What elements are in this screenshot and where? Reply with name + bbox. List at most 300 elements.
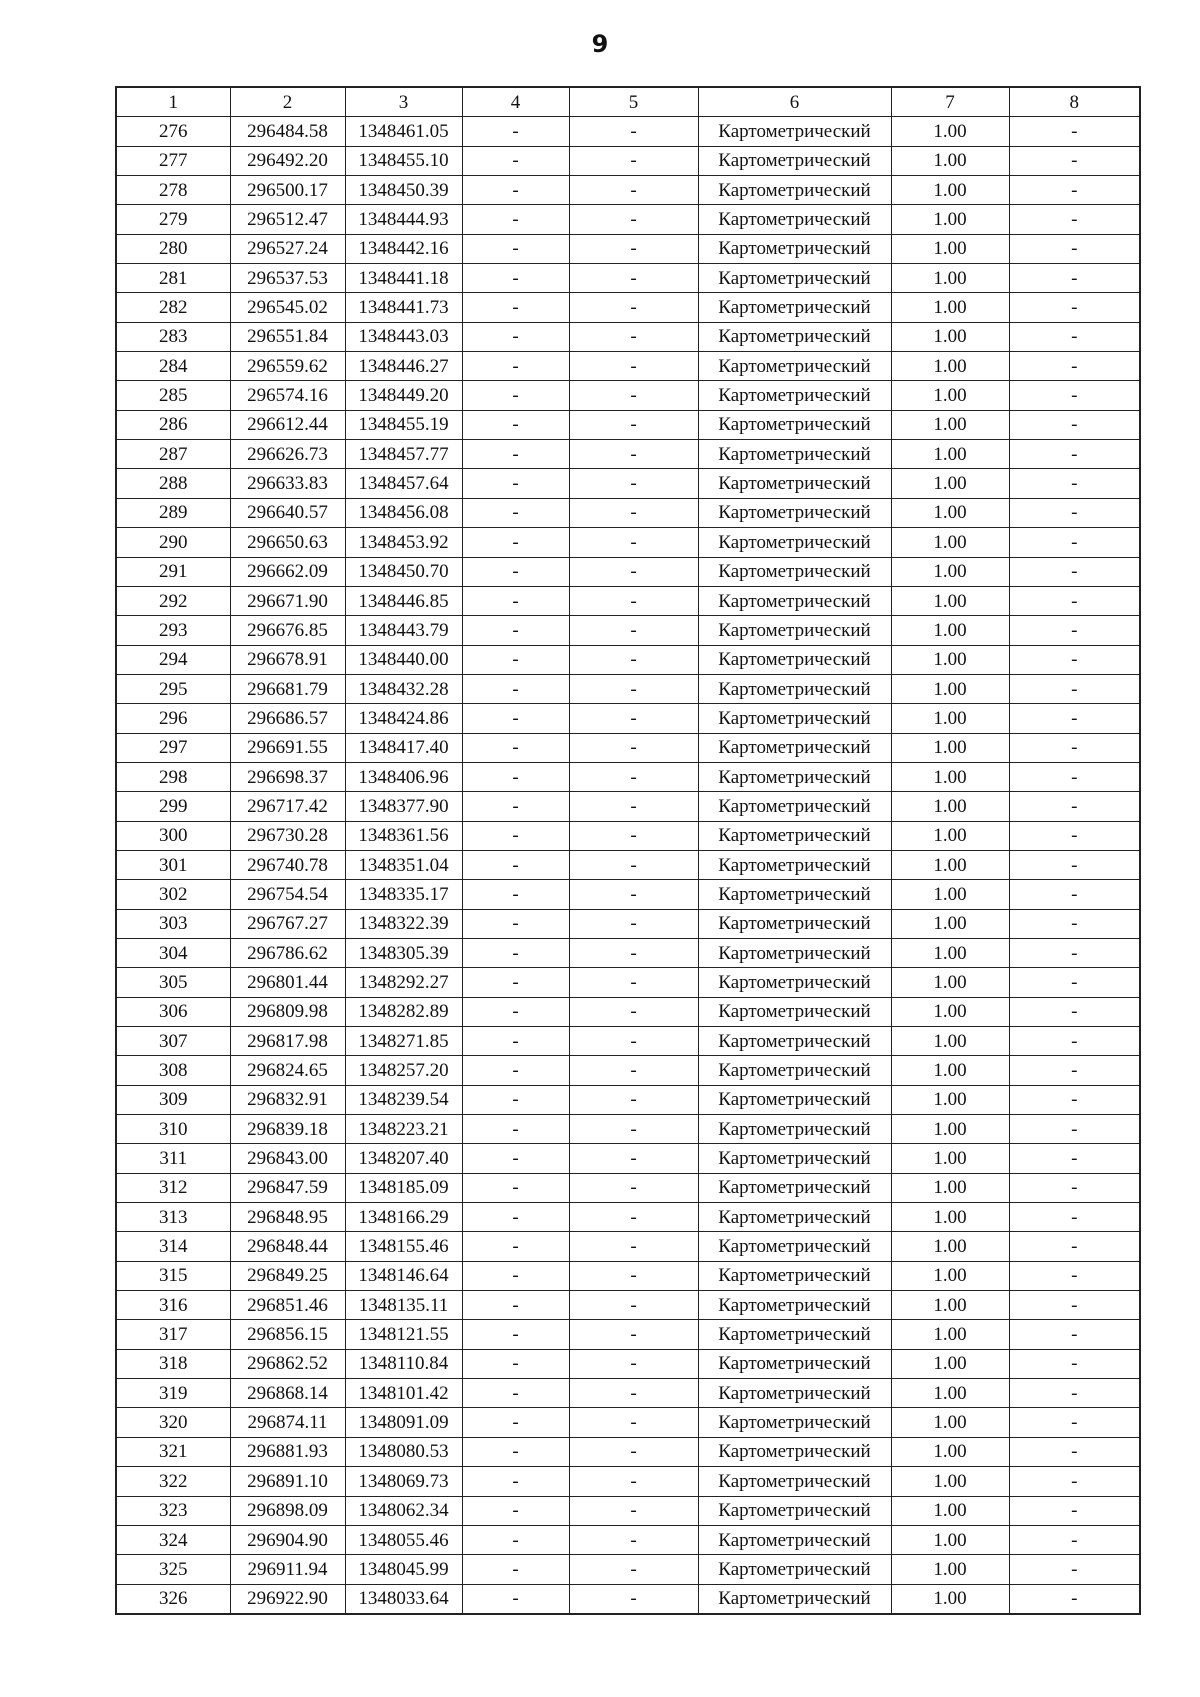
table-cell: 289 [116, 498, 230, 527]
table-cell: 283 [116, 322, 230, 351]
table-cell: - [462, 938, 569, 967]
table-cell: - [569, 1496, 698, 1525]
table-cell: 1348155.46 [345, 1232, 462, 1261]
table-cell: 296545.02 [230, 293, 345, 322]
table-cell: 302 [116, 880, 230, 909]
table-row [116, 410, 1140, 439]
table-cell: 1.00 [891, 1144, 1009, 1173]
table-cell: 1.00 [891, 645, 1009, 674]
table-cell: - [569, 1555, 698, 1584]
table-cell: - [1009, 909, 1140, 938]
table-cell: 1348443.79 [345, 616, 462, 645]
table-cell: - [462, 557, 569, 586]
table-row [116, 381, 1140, 410]
table-cell: - [1009, 616, 1140, 645]
table-cell: - [1009, 1144, 1140, 1173]
table-cell: - [1009, 968, 1140, 997]
table-cell: 315 [116, 1261, 230, 1290]
table-cell: 1.00 [891, 146, 1009, 175]
table-cell: 296559.62 [230, 352, 345, 381]
table-row [116, 1027, 1140, 1056]
table-cell: - [569, 293, 698, 322]
table-cell: - [569, 733, 698, 762]
table-cell: 294 [116, 645, 230, 674]
table-cell: 296848.44 [230, 1232, 345, 1261]
table-cell: - [1009, 762, 1140, 791]
table-cell: 296681.79 [230, 674, 345, 703]
table-row [116, 1173, 1140, 1202]
table-cell: 1348305.39 [345, 938, 462, 967]
table-cell: 1.00 [891, 1349, 1009, 1378]
table-cell: 296 [116, 704, 230, 733]
table-row [116, 968, 1140, 997]
table-cell: 1348417.40 [345, 733, 462, 762]
table-cell: 296891.10 [230, 1467, 345, 1496]
table-cell: 296612.44 [230, 410, 345, 439]
table-row [116, 938, 1140, 967]
table-cell: Картометрический [698, 293, 891, 322]
table-cell: Картометрический [698, 616, 891, 645]
table-cell: - [569, 1232, 698, 1261]
table-cell: 298 [116, 762, 230, 791]
table-cell: - [569, 674, 698, 703]
table-cell: - [1009, 322, 1140, 351]
table-cell: 278 [116, 176, 230, 205]
table-cell: - [462, 117, 569, 146]
table-cell: Картометрический [698, 1144, 891, 1173]
table-cell: - [1009, 938, 1140, 967]
table-cell: 296678.91 [230, 645, 345, 674]
table-cell: - [569, 528, 698, 557]
table-cell: 1.00 [891, 469, 1009, 498]
table-cell: 296839.18 [230, 1115, 345, 1144]
table-cell: Картометрический [698, 704, 891, 733]
table-cell: 296671.90 [230, 586, 345, 615]
table-cell: 296698.37 [230, 762, 345, 791]
table-row [116, 909, 1140, 938]
table-cell: 286 [116, 410, 230, 439]
table-cell: Картометрический [698, 968, 891, 997]
table-cell: 296809.98 [230, 997, 345, 1026]
table-row [116, 352, 1140, 381]
table-cell: - [569, 322, 698, 351]
table-cell: Картометрический [698, 821, 891, 850]
table-cell: 1348455.10 [345, 146, 462, 175]
table-cell: - [569, 1408, 698, 1437]
table-cell: 296551.84 [230, 322, 345, 351]
table-cell: Картометрический [698, 469, 891, 498]
table-row [116, 762, 1140, 791]
table-cell: 1348271.85 [345, 1027, 462, 1056]
table-row [116, 645, 1140, 674]
table-cell: 1.00 [891, 1437, 1009, 1466]
table-cell: 1.00 [891, 293, 1009, 322]
table-cell: 296911.94 [230, 1555, 345, 1584]
table-cell: - [569, 1379, 698, 1408]
table-cell: 1.00 [891, 1261, 1009, 1290]
table-cell: 296500.17 [230, 176, 345, 205]
table-cell: 296691.55 [230, 733, 345, 762]
table-cell: - [1009, 821, 1140, 850]
table-row [116, 1349, 1140, 1378]
table-cell: 1.00 [891, 968, 1009, 997]
table-cell: - [1009, 205, 1140, 234]
table-cell: 1348223.21 [345, 1115, 462, 1144]
table-cell: - [569, 1173, 698, 1202]
table-cell: 295 [116, 674, 230, 703]
table-cell: 1348442.16 [345, 234, 462, 263]
table-row [116, 1437, 1140, 1466]
table-cell: 1348444.93 [345, 205, 462, 234]
table-cell: - [462, 792, 569, 821]
table-cell: 1.00 [891, 616, 1009, 645]
table-cell: 1348322.39 [345, 909, 462, 938]
table-cell: - [1009, 1115, 1140, 1144]
table-cell: - [569, 1115, 698, 1144]
table-cell: - [569, 1027, 698, 1056]
table-cell: 1348440.00 [345, 645, 462, 674]
table-cell: 1348033.64 [345, 1584, 462, 1614]
table-cell: 280 [116, 234, 230, 263]
table-cell: Картометрический [698, 909, 891, 938]
table-cell: 1348110.84 [345, 1349, 462, 1378]
table-cell: Картометрический [698, 1291, 891, 1320]
table-cell: 296754.54 [230, 880, 345, 909]
table-row [116, 1085, 1140, 1114]
table-cell: 1348361.56 [345, 821, 462, 850]
table-cell: - [462, 264, 569, 293]
table-cell: Картометрический [698, 264, 891, 293]
table-cell: Картометрический [698, 1349, 891, 1378]
table-cell: 1.00 [891, 792, 1009, 821]
table-cell: 288 [116, 469, 230, 498]
column-header: 8 [1009, 87, 1140, 117]
table-cell: 276 [116, 117, 230, 146]
table-cell: - [462, 234, 569, 263]
table-cell: 1.00 [891, 938, 1009, 967]
table-cell: - [1009, 557, 1140, 586]
table-cell: Картометрический [698, 938, 891, 967]
table-cell: Картометрический [698, 1379, 891, 1408]
table-cell: Картометрический [698, 1203, 891, 1232]
table-cell: 1.00 [891, 528, 1009, 557]
table-cell: - [569, 1291, 698, 1320]
table-cell: - [1009, 528, 1140, 557]
table-cell: - [462, 1085, 569, 1114]
table-row [116, 1232, 1140, 1261]
table-cell: 296527.24 [230, 234, 345, 263]
table-cell: 322 [116, 1467, 230, 1496]
table-row [116, 880, 1140, 909]
table-cell: - [1009, 498, 1140, 527]
table-cell: 1.00 [891, 1173, 1009, 1202]
table-cell: - [1009, 410, 1140, 439]
table-cell: 296843.00 [230, 1144, 345, 1173]
table-cell: 1.00 [891, 880, 1009, 909]
table-cell: 316 [116, 1291, 230, 1320]
table-cell: 314 [116, 1232, 230, 1261]
header-row [116, 87, 1140, 117]
table-cell: 296848.95 [230, 1203, 345, 1232]
table-cell: 291 [116, 557, 230, 586]
table-cell: 296874.11 [230, 1408, 345, 1437]
table-cell: - [569, 997, 698, 1026]
table-cell: 1348446.27 [345, 352, 462, 381]
table-cell: - [1009, 1173, 1140, 1202]
table-cell: Картометрический [698, 880, 891, 909]
table-cell: 1348282.89 [345, 997, 462, 1026]
table-cell: Картометрический [698, 1467, 891, 1496]
table-row [116, 1144, 1140, 1173]
column-header: 3 [345, 87, 462, 117]
table-cell: - [462, 968, 569, 997]
table-cell: Картометрический [698, 1027, 891, 1056]
table-cell: Картометрический [698, 1584, 891, 1614]
table-cell: 1348121.55 [345, 1320, 462, 1349]
table-row [116, 205, 1140, 234]
table-cell: 1348080.53 [345, 1437, 462, 1466]
table-cell: - [569, 469, 698, 498]
table-cell: 296898.09 [230, 1496, 345, 1525]
table-cell: 324 [116, 1525, 230, 1554]
table-cell: 296922.90 [230, 1584, 345, 1614]
table-row [116, 616, 1140, 645]
table-cell: 323 [116, 1496, 230, 1525]
table-cell: - [569, 440, 698, 469]
table-cell: Картометрический [698, 410, 891, 439]
table-cell: - [1009, 469, 1140, 498]
table-cell: 308 [116, 1056, 230, 1085]
table-row [116, 117, 1140, 146]
table-cell: 1.00 [891, 733, 1009, 762]
table-cell: 296633.83 [230, 469, 345, 498]
table-cell: - [569, 938, 698, 967]
table-row [116, 293, 1140, 322]
table-cell: 1.00 [891, 264, 1009, 293]
column-header: 4 [462, 87, 569, 117]
table-cell: - [462, 498, 569, 527]
table-cell: 1348406.96 [345, 762, 462, 791]
table-cell: - [462, 1349, 569, 1378]
table-cell: - [569, 880, 698, 909]
table-cell: 1.00 [891, 909, 1009, 938]
table-cell: 318 [116, 1349, 230, 1378]
table-cell: - [462, 850, 569, 879]
table-cell: - [462, 733, 569, 762]
table-cell: 296881.93 [230, 1437, 345, 1466]
table-cell: Картометрический [698, 381, 891, 410]
table-cell: - [1009, 1555, 1140, 1584]
table-cell: - [1009, 1261, 1140, 1290]
table-cell: - [462, 1320, 569, 1349]
table-cell: 296676.85 [230, 616, 345, 645]
table-cell: 1.00 [891, 1056, 1009, 1085]
table-cell: 1.00 [891, 1555, 1009, 1584]
table-cell: - [569, 1467, 698, 1496]
table-cell: - [462, 880, 569, 909]
table-row [116, 1408, 1140, 1437]
column-header: 5 [569, 87, 698, 117]
table-cell: - [1009, 1467, 1140, 1496]
table-cell: - [462, 1379, 569, 1408]
table-cell: - [1009, 1408, 1140, 1437]
table-cell: Картометрический [698, 1056, 891, 1085]
table-cell: - [462, 1408, 569, 1437]
table-cell: - [1009, 1027, 1140, 1056]
table-cell: - [1009, 586, 1140, 615]
table-cell: 1348351.04 [345, 850, 462, 879]
table-row [116, 176, 1140, 205]
table-cell: 325 [116, 1555, 230, 1584]
coordinates-table [115, 86, 1141, 1615]
table-cell: 1348453.92 [345, 528, 462, 557]
table-cell: - [1009, 381, 1140, 410]
table-cell: - [569, 968, 698, 997]
table-cell: 1.00 [891, 557, 1009, 586]
table-cell: - [1009, 792, 1140, 821]
table-cell: 1.00 [891, 498, 1009, 527]
table-cell: 296801.44 [230, 968, 345, 997]
table-cell: 1348101.42 [345, 1379, 462, 1408]
table-cell: 1348449.20 [345, 381, 462, 410]
table-cell: 293 [116, 616, 230, 645]
table-cell: - [569, 381, 698, 410]
table-cell: 1348455.19 [345, 410, 462, 439]
table-cell: - [1009, 440, 1140, 469]
table-cell: - [1009, 1584, 1140, 1614]
table-cell: Картометрический [698, 352, 891, 381]
table-cell: Картометрический [698, 1555, 891, 1584]
table-cell: - [462, 469, 569, 498]
table-cell: 296574.16 [230, 381, 345, 410]
table-cell: 1.00 [891, 1027, 1009, 1056]
table-cell: - [1009, 1437, 1140, 1466]
table-cell: 296851.46 [230, 1291, 345, 1320]
table-cell: 1.00 [891, 1085, 1009, 1114]
table-cell: 296847.59 [230, 1173, 345, 1202]
table-cell: Картометрический [698, 176, 891, 205]
table-cell: 1348457.64 [345, 469, 462, 498]
table-cell: - [1009, 1525, 1140, 1554]
table-cell: 296862.52 [230, 1349, 345, 1378]
table-cell: 305 [116, 968, 230, 997]
table-row [116, 557, 1140, 586]
table-cell: Картометрический [698, 1115, 891, 1144]
table-cell: 1.00 [891, 322, 1009, 351]
table-cell: - [462, 1437, 569, 1466]
table-cell: Картометрический [698, 586, 891, 615]
table-cell: 1348135.11 [345, 1291, 462, 1320]
table-cell: - [1009, 352, 1140, 381]
table-cell: 296686.57 [230, 704, 345, 733]
table-cell: 296512.47 [230, 205, 345, 234]
table-cell: 1348335.17 [345, 880, 462, 909]
table-cell: Картометрический [698, 528, 891, 557]
table-cell: Картометрический [698, 1496, 891, 1525]
table-cell: 1.00 [891, 850, 1009, 879]
table-cell: Картометрический [698, 1261, 891, 1290]
table-cell: - [1009, 1085, 1140, 1114]
table-row [116, 1379, 1140, 1408]
table-cell: 1.00 [891, 381, 1009, 410]
table-cell: Картометрический [698, 733, 891, 762]
table-cell: - [462, 704, 569, 733]
table-cell: - [1009, 645, 1140, 674]
table-cell: 1348432.28 [345, 674, 462, 703]
table-cell: Картометрический [698, 234, 891, 263]
table-cell: 1348461.05 [345, 117, 462, 146]
table-cell: 321 [116, 1437, 230, 1466]
table-cell: 326 [116, 1584, 230, 1614]
table-cell: - [569, 792, 698, 821]
table-cell: 301 [116, 850, 230, 879]
table-cell: - [569, 1261, 698, 1290]
table-cell: 1.00 [891, 586, 1009, 615]
table-cell: 312 [116, 1173, 230, 1202]
table-cell: 1348441.73 [345, 293, 462, 322]
table-row [116, 1467, 1140, 1496]
table-cell: Картометрический [698, 322, 891, 351]
table-cell: - [1009, 117, 1140, 146]
table-cell: 1.00 [891, 1232, 1009, 1261]
table-cell: - [569, 586, 698, 615]
table-cell: 296650.63 [230, 528, 345, 557]
table-cell: 1348443.03 [345, 322, 462, 351]
table-cell: 1348441.18 [345, 264, 462, 293]
table-cell: 1.00 [891, 1379, 1009, 1408]
table-cell: 309 [116, 1085, 230, 1114]
table-cell: - [569, 1056, 698, 1085]
table-cell: Картометрический [698, 498, 891, 527]
table-cell: 1.00 [891, 410, 1009, 439]
table-cell: - [1009, 733, 1140, 762]
table-row [116, 1584, 1140, 1614]
table-cell: 313 [116, 1203, 230, 1232]
table-cell: - [1009, 997, 1140, 1026]
table-row [116, 469, 1140, 498]
table-cell: 303 [116, 909, 230, 938]
table-row [116, 528, 1140, 557]
table-cell: 296537.53 [230, 264, 345, 293]
table-cell: - [462, 381, 569, 410]
table-cell: 297 [116, 733, 230, 762]
table-row [116, 498, 1140, 527]
table-cell: 310 [116, 1115, 230, 1144]
table-cell: 1348457.77 [345, 440, 462, 469]
table-cell: 1348166.29 [345, 1203, 462, 1232]
table-cell: Картометрический [698, 117, 891, 146]
table-cell: Картометрический [698, 1085, 891, 1114]
table-cell: - [462, 293, 569, 322]
table-cell: - [462, 1496, 569, 1525]
table-cell: 1.00 [891, 117, 1009, 146]
table-cell: - [569, 264, 698, 293]
table-cell: Картометрический [698, 557, 891, 586]
table-cell: 296662.09 [230, 557, 345, 586]
table-cell: - [569, 176, 698, 205]
table-cell: 1348239.54 [345, 1085, 462, 1114]
table-cell: 1.00 [891, 1584, 1009, 1614]
table-cell: 281 [116, 264, 230, 293]
table-cell: 1.00 [891, 440, 1009, 469]
table-cell: - [1009, 704, 1140, 733]
table-cell: - [1009, 1203, 1140, 1232]
table-cell: 306 [116, 997, 230, 1026]
table-cell: - [462, 176, 569, 205]
table-cell: Картометрический [698, 205, 891, 234]
table-cell: 296492.20 [230, 146, 345, 175]
table-cell: - [569, 1203, 698, 1232]
